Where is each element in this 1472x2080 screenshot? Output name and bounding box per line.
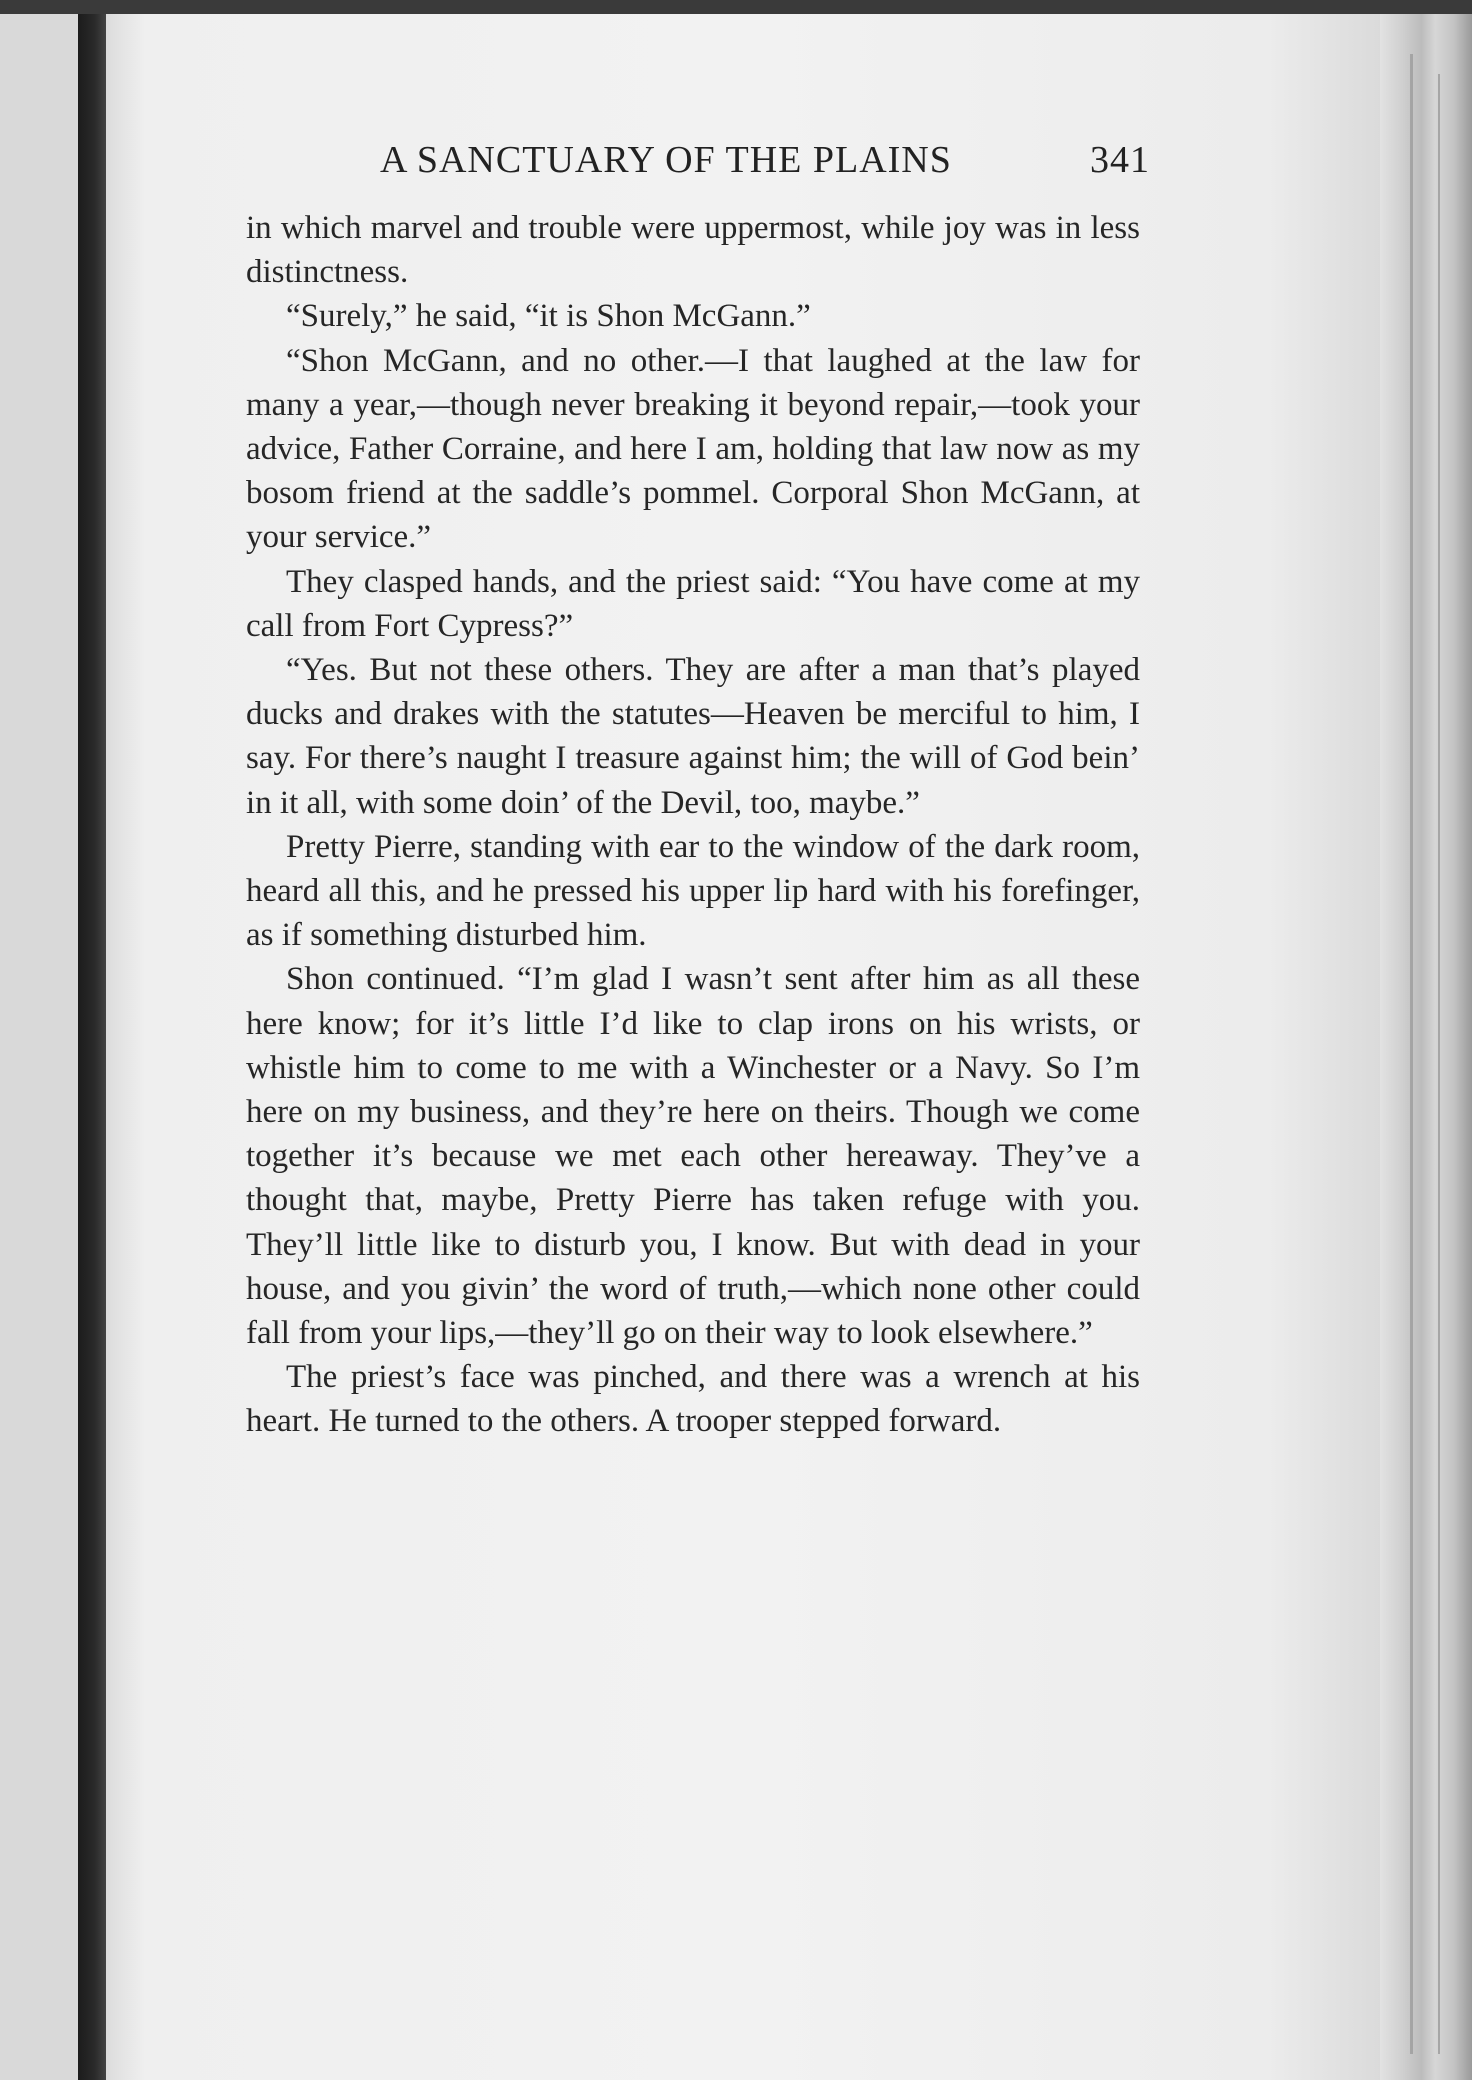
paragraph: Shon continued. “I’m glad I wasn’t sent after him as all these here know; for it’s little I’d like to clap irons on his wrists, or whistle him to come to me with a Winchester or a Navy. So I’m here on my business, and they’re here on theirs. Though we come together it’s because we met each other hereaway. They’ve a thought that, maybe, Pretty Pierre has taken refuge with you. They’ll little like to disturb you, I know. But with dead in your house, and you givin’ the word of truth,—which none other could fall from your lips,—they’ll go on their way to look elsewhere.” — [246, 961, 1140, 1352]
paragraph: “Yes. But not these others. They are after a man that’s played ducks and drakes with the statutes—Heaven be merciful to him, I say. For there’s naught I treasure against him; the will of God bein’ in it all, with some doin’ of the Devil, too, maybe.” — [246, 652, 1140, 821]
paragraph: Pretty Pierre, standing with ear to the window of the dark room, heard all this, and he pressed his upper lip hard with his forefinger, as if something disturbed him. — [246, 828, 1140, 954]
paragraph: The priest’s face was pinched, and there was a wrench at his heart. He turned to the others. A trooper stepped forward. — [246, 1359, 1140, 1440]
running-head-title: A SANCTUARY OF THE PLAINS — [380, 139, 952, 181]
book-spine-shadow — [78, 14, 106, 2080]
paragraph: in which marvel and trouble were uppermost, while joy was in less distinctness. — [246, 210, 1140, 291]
paragraph: They clasped hands, and the priest said: “You have come at my call from Fort Cypress?” — [246, 563, 1140, 644]
page-edges — [1380, 14, 1472, 2080]
paragraph: “Surely,” he said, “it is Shon McGann.” — [286, 298, 811, 335]
paragraph: “Shon McGann, and no other.—I that laughed at the law for many a year,—though never breaking it beyond repair,—took your advice, Father Corraine, and here I am, holding that law now as my bosom friend at the saddle’s pommel. Corporal Shon McGann, at your service.” — [246, 342, 1140, 556]
body-text — [246, 206, 1140, 1444]
facing-page-margin — [0, 14, 78, 2080]
scan-border-top — [0, 0, 1472, 14]
page-number: 341 — [1090, 139, 1150, 181]
